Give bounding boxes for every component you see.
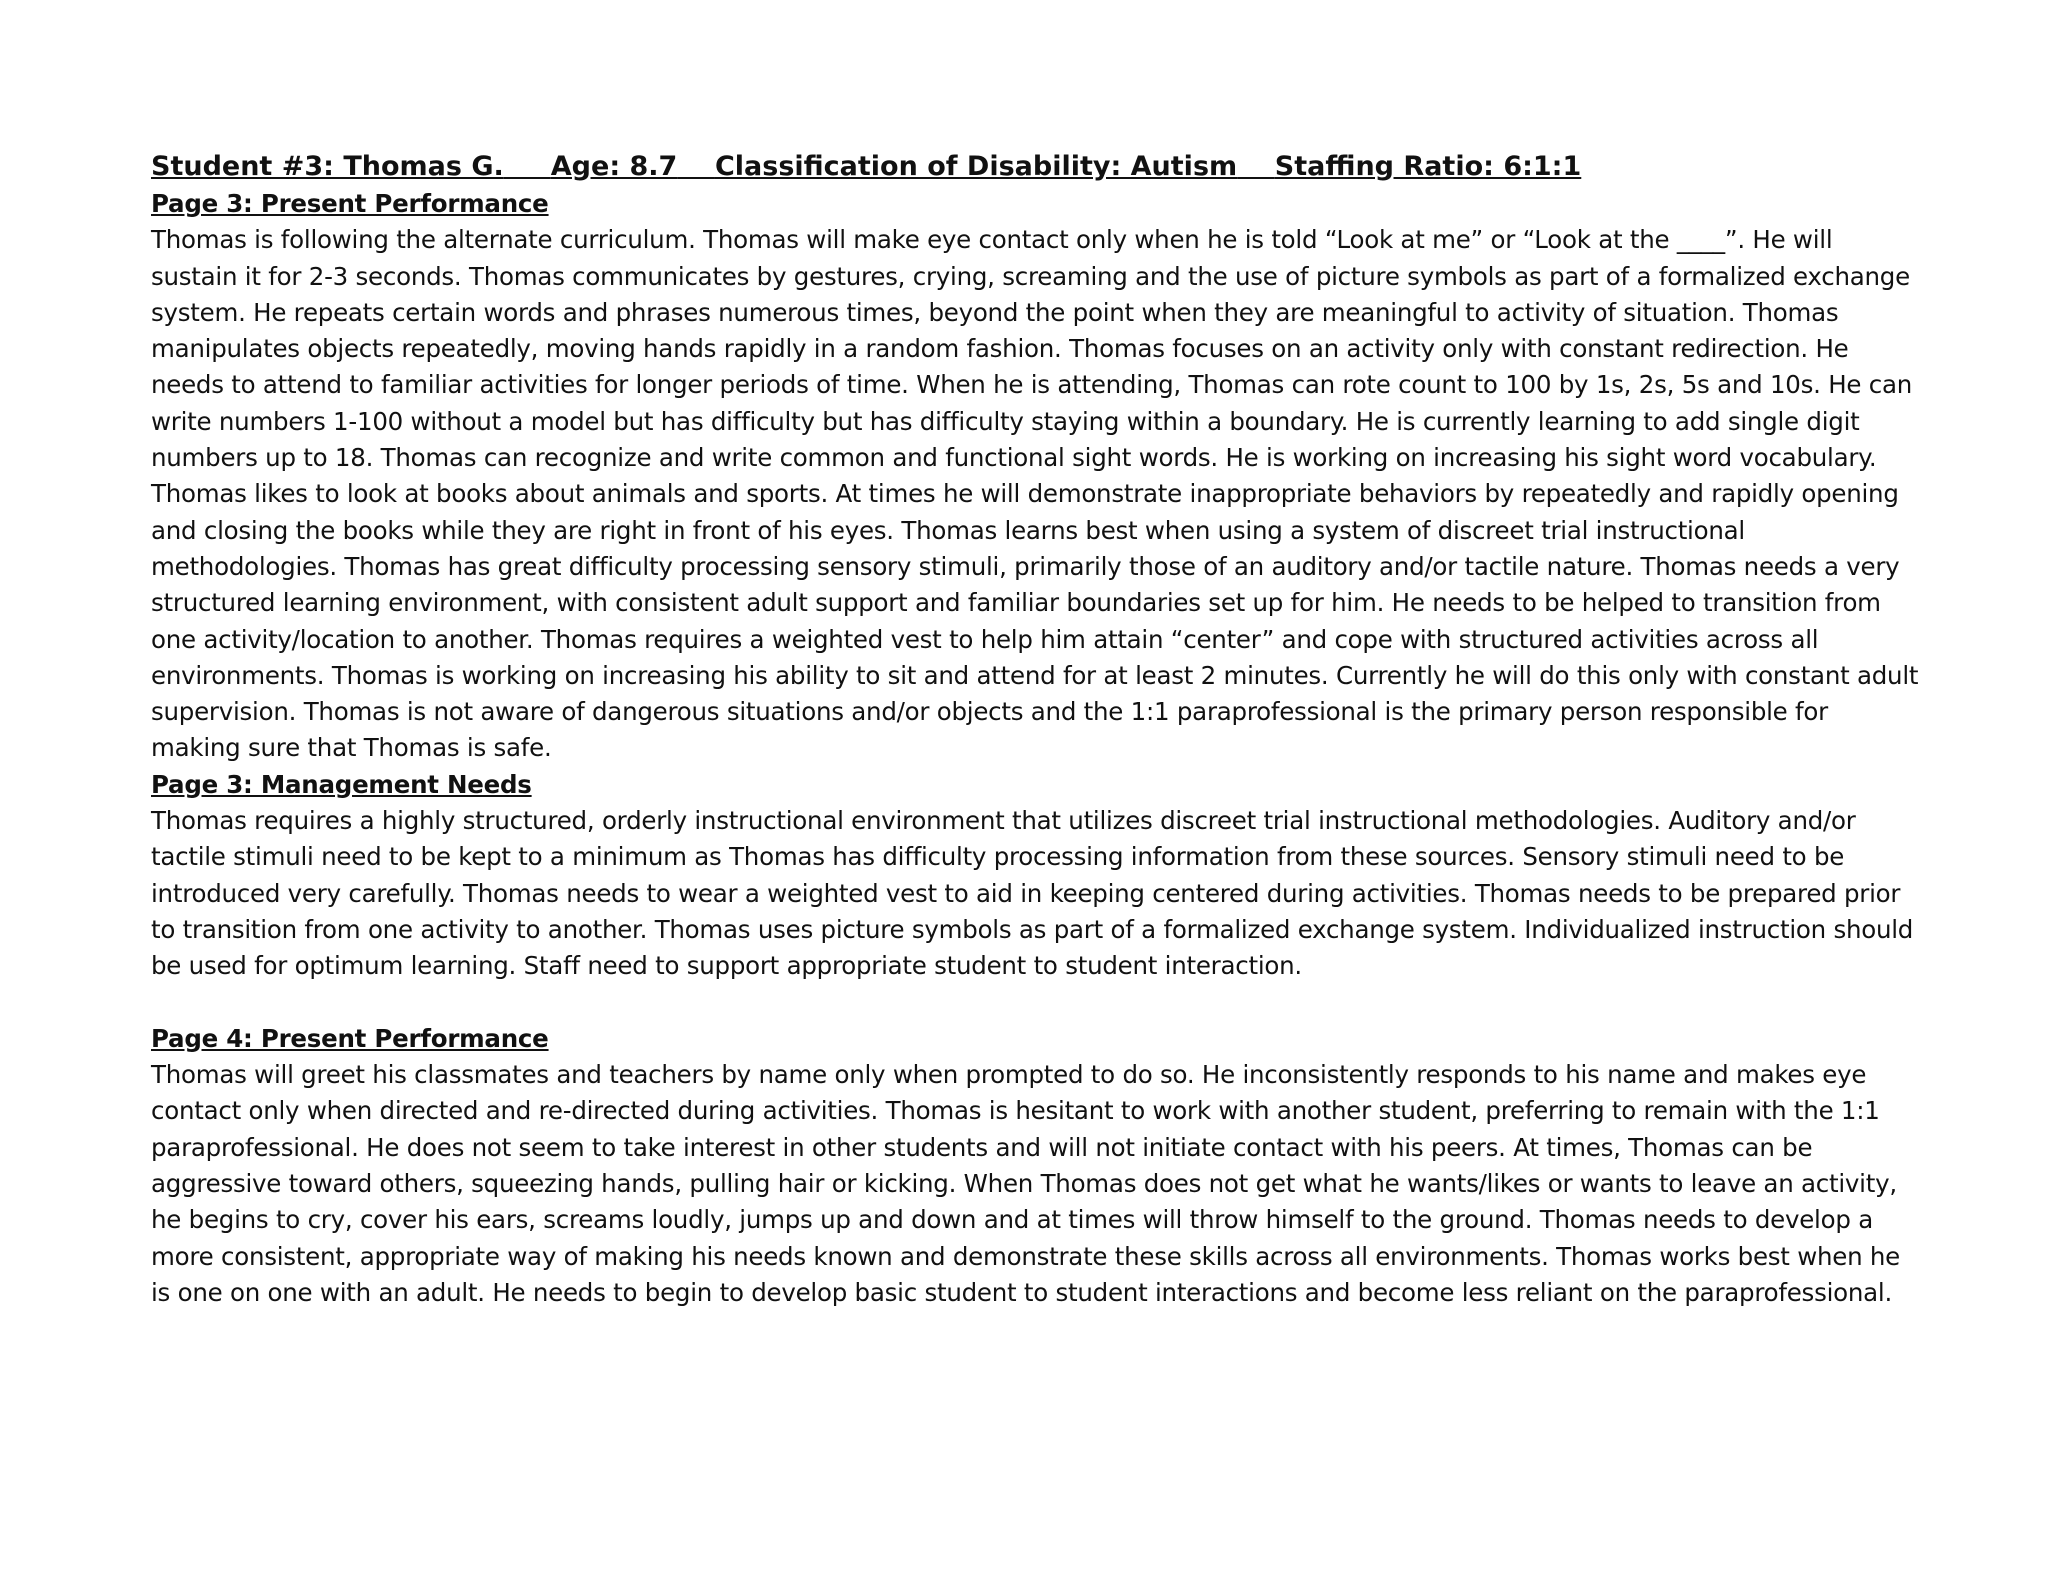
blank-line [151, 985, 1921, 1021]
section-title: Page 3: Present Performance [151, 189, 549, 218]
paragraph: Thomas requires a highly structured, orderly instructional environment that utilizes discreet trial instructional methodologies. Auditory and/or tactile stimuli need to be kept to a minimum as Thomas has difficulty processing information from these sources. Sensory stimuli need to be introduced very carefully. Thomas needs to wear a weighted vest to aid in keeping centered during activities. Thomas needs to be prepared prior to transition from one activity to another. Thomas uses picture symbols as part of a formalized exchange system. Individualized instruction should be used for optimum learning. Staff need to support appropriate student to student interaction. [151, 806, 1914, 981]
section-page3-present-performance [151, 186, 1921, 767]
paragraph: Thomas likes to look at books about animals and sports. At times he will demonstrate inappropriate behaviors by repeatedly and rapidly opening and closing the books while they are right in front of his eyes. Thomas learns best when using a system of discreet trial instructional methodologies. Thomas has great difficulty processing sensory stimuli, primarily those of an auditory and/or tactile nature. Thomas needs a very structured learning environment, with consistent adult support and familiar boundaries set up for him. He needs to be helped to transition from one activity/location to another. Thomas requires a weighted vest to help him attain “center” and cope with structured activities across all environments. Thomas is working on increasing his ability to sit and attend for at least 2 minutes. Currently he will do this only with constant adult supervision. Thomas is not aware of dangerous situations and/or objects and the 1:1 paraprofessional is the primary person responsible for making sure that Thomas is safe. [151, 479, 1919, 763]
document-page [151, 148, 1921, 1311]
student-header [151, 148, 1921, 186]
staffing-ratio: Staffing Ratio: 6:1:1 [1274, 151, 1582, 182]
section-title: Page 4: Present Performance [151, 1023, 549, 1053]
student-name: Student #3: Thomas G. [151, 151, 504, 182]
section-page4-present-performance [151, 1021, 1921, 1311]
paragraph: Thomas will greet his classmates and teachers by name only when prompted to do so. He inconsistently responds to his name and makes eye contact only when directed and re-directed during activities. Thomas is hesitant to work with another student, preferring to remain with the 1:1 paraprofessional. He does not seem to take interest in other students and will not initiate contact with his peers. At times, Thomas can be aggressive toward others, squeezing hands, pulling hair or kicking. When Thomas does not get what he wants/likes or wants to leave an activity, he begins to cry, cover his ears, screams loudly, jumps up and down and at times will throw himself to the ground. Thomas needs to develop a more consistent, appropriate way of making his needs known and demonstrate these skills across all environments. Thomas works best when he is one on one with an adult. He needs to begin to develop basic student to student interactions and become less reliant on the paraprofessional. [151, 1060, 1900, 1307]
paragraph: Thomas is following the alternate curriculum. Thomas will make eye contact only when he is told “Look at me” or “Look at the ____”. He will sustain it for 2-3 seconds. Thomas communicates by gestures, crying, screaming and the use of picture symbols as part of a formalized exchange system. He repeats certain words and phrases numerous times, beyond the point when they are meaningful to activity of situation. Thomas manipulates objects repeatedly, moving hands rapidly in a random fashion. Thomas focuses on an activity only with constant redirection. He needs to attend to familiar activities for longer periods of time. When he is attending, Thomas can rote count to 100 by 1s, 2s, 5s and 10s. He can write numbers 1-100 without a model but has difficulty but has difficulty staying within a boundary. He is currently learning to add single digit numbers up to 18. Thomas can recognize and write common and functional sight words. He is working on increasing his sight word vocabulary. [151, 225, 1913, 473]
student-age: Age: 8.7 [550, 151, 678, 182]
section-page3-management-needs [151, 767, 1921, 985]
section-title: Page 3: Management Needs [151, 769, 532, 799]
disability-classification: Classification of Disability: Autism [714, 151, 1238, 182]
